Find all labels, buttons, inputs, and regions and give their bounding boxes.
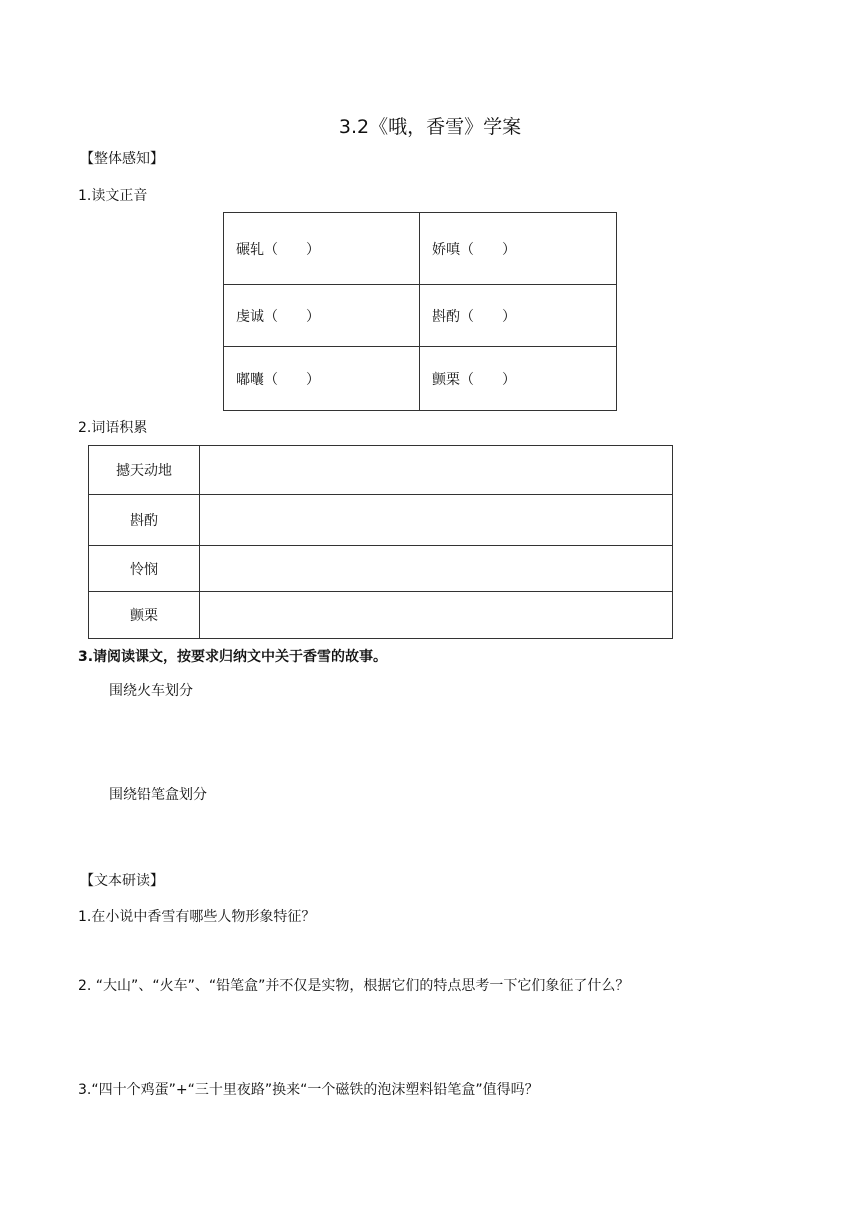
question-3-item-train: 围绕火车划分 [109,683,193,699]
vocab-row [89,546,673,592]
pinyin-row [224,347,617,411]
question-3-item-pencilbox: 围绕铅笔盒划分 [109,787,207,803]
question-2-label: 2.词语积累 [78,420,148,436]
vocab-answer-cell[interactable] [200,546,673,592]
vocab-row [89,446,673,495]
question-1-label: 1.读文正音 [78,188,148,204]
vocab-term: 斟酌 [89,495,200,546]
vocab-term: 撼天动地 [89,446,200,495]
vocab-answer-cell[interactable] [200,495,673,546]
pinyin-row [224,285,617,347]
study-question-2: 2. “大山”、“火车”、“铅笔盒”并不仅是实物，根据它们的特点思考一下它们象征了什么？ [78,978,630,994]
vocab-answer-cell[interactable] [200,446,673,495]
section-heading-text-study: 【文本研读】 [80,873,164,889]
vocab-row [89,592,673,639]
pinyin-row [224,213,617,285]
vocab-row [89,495,673,546]
pinyin-cell: 斟酌（ ） [420,285,617,347]
pinyin-cell: 碾轧（ ） [224,213,420,285]
pinyin-cell: 颤栗（ ） [420,347,617,411]
question-3-label: 3.请阅读课文，按要求归纳文中关于香雪的故事。 [78,649,388,665]
pinyin-cell: 嘟囔（ ） [224,347,420,411]
vocab-term: 颤栗 [89,592,200,639]
section-heading-overall: 【整体感知】 [80,151,164,167]
study-question-1: 1.在小说中香雪有哪些人物形象特征？ [78,909,316,925]
page-title: 3.2《哦，香雪》学案 [338,116,522,138]
vocab-table [88,445,673,639]
pinyin-cell: 虔诚（ ） [224,285,420,347]
vocab-term: 怜悯 [89,546,200,592]
pinyin-table [223,212,617,411]
pinyin-cell: 娇嗔（ ） [420,213,617,285]
vocab-answer-cell[interactable] [200,592,673,639]
study-question-3: 3.“四十个鸡蛋”+“三十里夜路”换来“一个磁铁的泡沫塑料铅笔盒”值得吗？ [78,1082,539,1098]
